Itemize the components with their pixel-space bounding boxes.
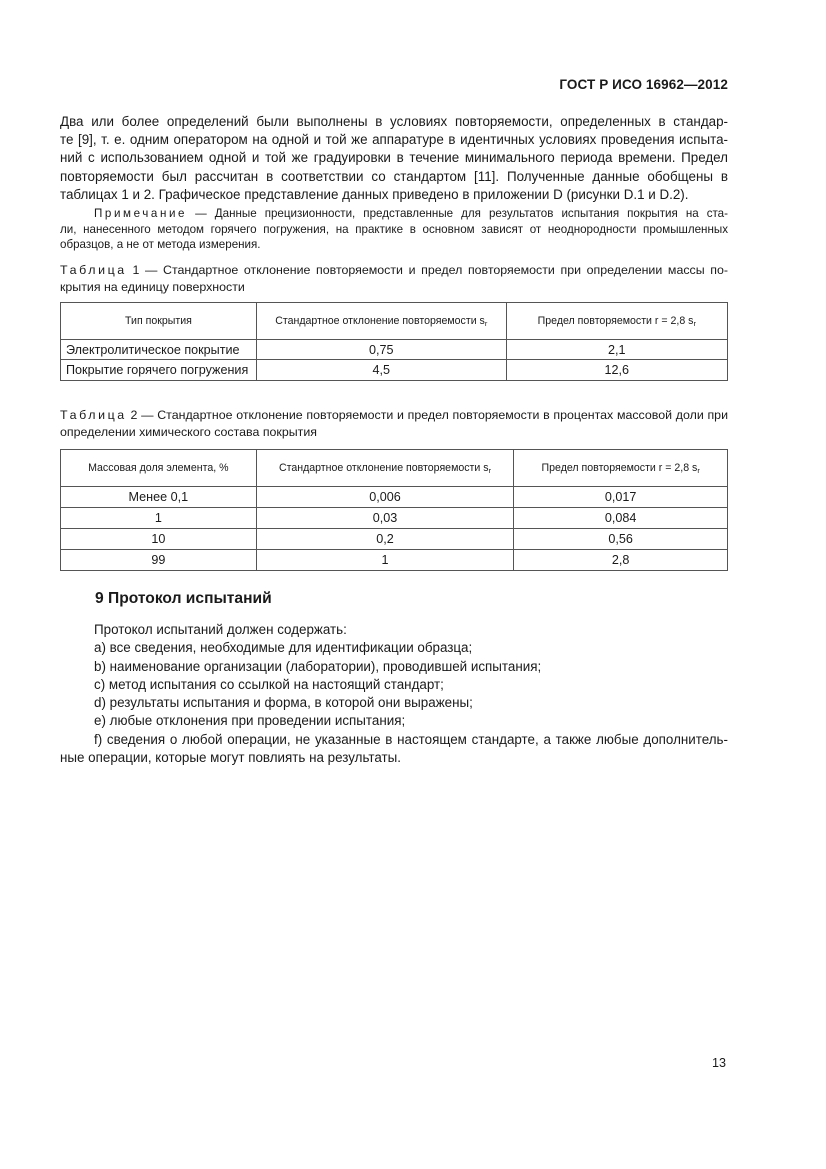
table-row [61,508,728,529]
cell-r: 0,56 [514,529,728,550]
cell-r: 12,6 [506,360,727,381]
table-row [61,340,728,360]
caption-line [60,262,728,279]
note-label: Примечание [94,207,188,220]
section9-list [60,621,728,767]
document-header: ГОСТ Р ИСО 16962—2012 [559,77,728,92]
cell-sr: 4,5 [256,360,506,381]
cell-mass-fraction: 99 [61,550,257,571]
cell-r: 2,1 [506,340,727,360]
caption-line: определении химического состава покрытия [60,424,317,439]
table2 [60,449,728,571]
table-row [61,529,728,550]
cell-r: 2,8 [514,550,728,571]
caption-text: 1 — Стандартное отклонение повторяемости и предел повторяемости при определении массы по- [126,263,728,277]
header-repeatability-limit: Предел повторяемости r = 2,8 $s_r$ [514,450,728,487]
list-item-continuation: ные операции, которые могут повлиять на результаты. [60,750,402,766]
caption-label: Таблица [60,408,127,422]
header-repeatability-sd: Стандартное отклонение повторяемости $s_r$ [256,450,514,487]
table2-caption [60,407,728,440]
caption-line: крытия на единицу поверхности [60,279,245,294]
note-block [60,206,728,253]
paragraph-line: ний с использованием одной и той же градуировки в течение минимального периода времени. Предел [60,150,728,166]
list-item: a) все сведения, необходимые для идентификации образца; [94,640,473,656]
cell-sr: 1 [256,550,514,571]
header-coating-type: Тип покрытия [61,303,257,340]
cell-r: 0,084 [514,508,728,529]
header-mass-fraction: Массовая доля элемента, % [61,450,257,487]
section-title: 9 Протокол испытаний [95,590,272,607]
list-item: c) метод испытания со ссылкой на настоящий стандарт; [94,676,444,692]
header-repeatability-sd: Стандартное отклонение повторяемости $s_r$ [256,303,506,340]
cell-r: 0,017 [514,487,728,508]
page-number: 13 [711,1056,726,1070]
section-intro: Протокол испытаний должен содержать: [94,622,347,637]
cell-mass-fraction: 10 [61,529,257,550]
paragraph-line: те [9], т. е. одним оператором на одной и той же аппаратуре в идентичных условиях проведения испыта- [60,132,728,148]
caption-label: Таблица [60,263,127,277]
caption-text: 2 — Стандартное отклонение повторяемости и предел повторяемости в процентах массовой доли при [126,408,728,422]
note-line [60,206,728,222]
intro-paragraph [60,113,728,204]
list-item: b) наименование организации (лаборатории), проводившей испытания; [94,658,542,674]
paragraph-line: повторяемости был рассчитан в соответствии со стандартом [11]. Полученные данные обобщены в [60,168,728,184]
paragraph-line: Два или более определений были выполнены в условиях повторяемости, определенных в стандар- [60,114,728,129]
table-row [61,550,728,571]
cell-sr: 0,75 [256,340,506,360]
table1 [60,302,728,381]
table-row [61,487,728,508]
table-header-row [61,450,728,487]
note-line: ли, нанесенного методом горячего погружения, на практике в основном зависят от неоднородности промышленных [60,222,728,236]
list-item: f) сведения о любой операции, не указанные в настоящем стандарте, а также любые дополнитель- [94,731,728,747]
list-item: e) любые отклонения при проведении испытания; [94,713,406,729]
cell-mass-fraction: Менее 0,1 [61,487,257,508]
list-item: d) результаты испытания и форма, в которой они выражены; [94,695,473,711]
cell-sr: 0,2 [256,529,514,550]
caption-line [60,407,728,424]
cell-coating-type: Электролитическое покрытие [61,340,257,360]
table-row [61,360,728,381]
note-text: — Данные прецизионности, представленные для результатов испытания покрытия на ста- [187,207,728,220]
cell-sr: 0,03 [256,508,514,529]
cell-coating-type: Покрытие горячего погружения [61,360,257,381]
cell-sr: 0,006 [256,487,514,508]
paragraph-line: таблицах 1 и 2. Графическое представление данных приведено в приложении D (рисунки D.1 и D.2). [60,186,689,202]
note-line: образцов, а не от метода измерения. [60,238,261,252]
cell-mass-fraction: 1 [61,508,257,529]
header-repeatability-limit: Предел повторяемости r = 2,8 $s_r$ [506,303,727,340]
table-header-row [61,303,728,340]
table1-caption [60,262,728,295]
